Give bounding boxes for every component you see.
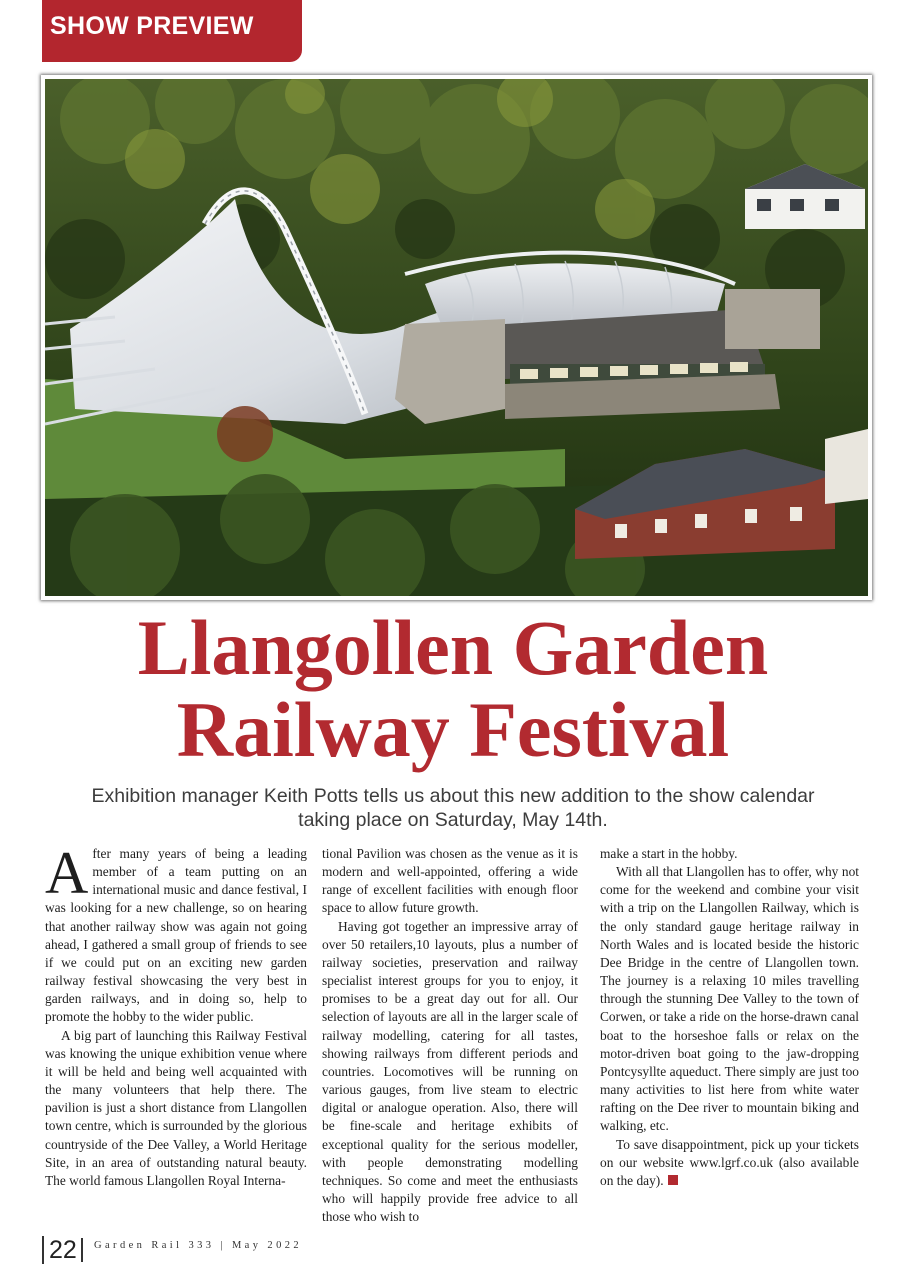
headline-line-2: Railway Festival <box>176 686 730 773</box>
section-tab-label: SHOW PREVIEW <box>50 12 254 40</box>
paragraph <box>45 840 307 1027</box>
pavilion-illustration <box>45 79 868 596</box>
footer-divider <box>42 1236 44 1264</box>
headline-line-1: Llangollen Garden <box>137 604 769 691</box>
standfirst-line-2: taking place on Saturday, May 14th. <box>298 809 608 831</box>
paragraph: make a start in the hobby. <box>600 846 738 861</box>
section-tab <box>42 0 302 62</box>
end-mark-icon <box>668 1175 678 1185</box>
paragraph: A big part of launching this Railway Festival was knowing the unique exhibition venue where it will be held and being well acquainted with the many volunteers that help there. The pavilion is just a short distance from Llangollen town centre, which is surrounded by the glorious countryside of the Dee Valley, a World Heritage Site, in an area of outstanding natural beauty. The world famous Llangollen Royal Interna- <box>45 1027 307 1188</box>
publication-line: Garden Rail 333 | May 2022 <box>94 1240 303 1251</box>
standfirst <box>40 784 866 832</box>
paragraph <box>600 1136 859 1190</box>
paragraph: Having got together an impressive array of over 50 retailers,10 layouts, plus a number of railway societies, preservation and railway specialist interest groups for you to enjoy, it promises to be a great day out for all. Our selection of layouts are all in the larger scale of railway modelling, catering for all tastes, showing railways from different periods and countries. Locomotives will be running on various gauges, from live steam to electric digital or analogue operation. Also, there will be fine-scale and heritage exhibits of exceptional quality for the serious modeller, with people demonstrating modelling techniques. So come and meet the enthusiasts who will happily provide free advice to all those who wish to <box>322 918 578 1225</box>
footer-divider <box>81 1238 83 1262</box>
page-number: 22 <box>49 1236 77 1264</box>
article-column-2 <box>322 845 578 1226</box>
article-column-1 <box>45 840 307 1190</box>
paragraph-text: To save disappointment, pick up your tickets on our website www.lgrf.co.uk (also available on the day). <box>600 1136 859 1188</box>
paragraph: tional Pavilion was chosen as the venue as it is modern and well-appointed, offering a wide range of excellent facilities with enough floor space to allow future growth. <box>322 846 578 916</box>
paragraph-text: fter many years of being a leading member of a team putting on an international music and dance festival, I was looking for a new challenge, so on hearing that another railway show was again not going ahead, I gathered a small group of friends to see if we could put on an exciting new garden railway festival showcasing the very best in garden railways, and in doing so, help to promote the hobby to the wider public. <box>45 846 307 1025</box>
standfirst-line-1: Exhibition manager Keith Potts tells us about this new addition to the show calendar <box>91 785 815 807</box>
drop-cap: A <box>45 840 89 906</box>
paragraph: With all that Llangollen has to offer, why not come for the weekend and combine your visit with a trip on the Llangollen Railway, which is the only standard gauge heritage railway in North Wales and is located beside the historic Dee Bridge in the centre of Llangollen town. The journey is a relaxing 10 miles travelling through the stunning Dee Valley to the town of Corwen, or take a ride on the horse-drawn canal boat to the horseshoe falls or relax on the motor-driven boat going to the jaw-dropping Pontcysyllte aqueduct. There simply are just too many activities to list here from white water rafting on the Dee river to mountain biking and walking, etc. <box>600 864 859 1134</box>
pavilion-photo <box>41 75 872 600</box>
article-column-3 <box>600 845 859 1190</box>
